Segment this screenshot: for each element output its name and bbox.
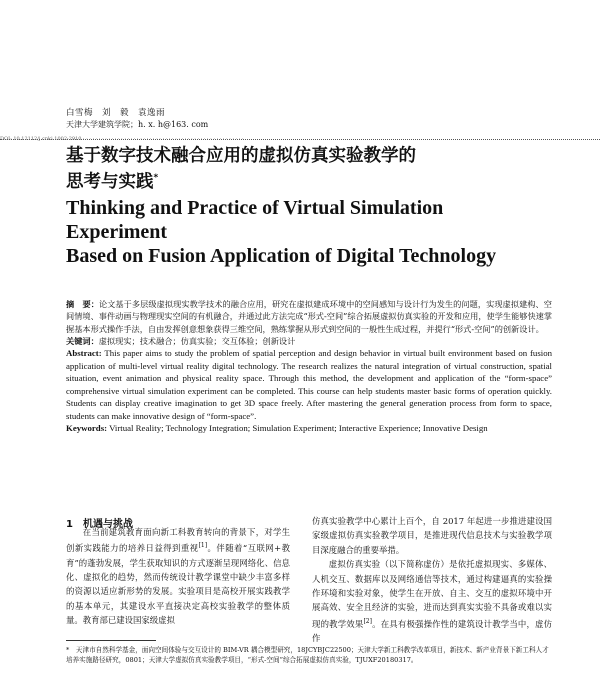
english-keywords — [66, 422, 552, 435]
english-keywords-label: Keywords: — [66, 423, 108, 434]
right-column-paragraph-2 — [312, 557, 552, 645]
chinese-title-line-2 — [66, 167, 526, 193]
chinese-abstract-text: 论文基于多层级虚拟现实教学技术的融合应用，研究在虚拟建成环境中的空间感知与设计行为发生的问题，实现虚拟建构、空间情境、事件动画与物理现实空间的有机融合，并通过此方法完成“形式-空间”综合拓展虚拟仿真实验的开发和应用，使学生能够快速掌握基本形式操作手法，自由发挥创意想象获得三维空间，熟练掌握从形式到空间的一般性生成过程，并提行“形式-空间”的创新设计。 — [66, 299, 553, 334]
citation-ref: [1] — [198, 542, 208, 550]
english-abstract-label: Abstract: — [66, 348, 102, 359]
left-column-paragraph — [66, 525, 290, 628]
english-title-line-2: Based on Fusion Application of Digital Technology — [66, 245, 497, 267]
section-heading: 1 机遇与挑战 — [66, 519, 133, 530]
footnote-divider — [66, 640, 156, 641]
doi-line: DOI: 10.12112/j.cnki.1002-2910 · · · · · · · · · · · · · · · · · · · · · · · · · · · · · · · · · · · · · · · · · · · · · · · · · · · — [0, 136, 244, 142]
affiliation: 天津大学建筑学院；h. x. h@163. com — [66, 120, 209, 129]
left-column — [66, 525, 290, 628]
chinese-keywords-label: 关键词： — [66, 335, 99, 346]
chinese-title-line-1: 基于数字技术融合应用的虚拟仿真实验教学的 — [66, 146, 416, 166]
right-column-paragraph-1: 仿真实验教学中心累计上百个，自 2017 年起进一步推进建设国家级虚拟仿真实验教学项目，是推进现代信息技术与实验教学项目深度融合的重要举措。 — [312, 516, 552, 555]
english-title-line-1: Thinking and Practice of Virtual Simulation Experiment — [66, 197, 444, 243]
left-text-1: 在当前建筑教育面向新工科教育转向的背景下，对学生创新实践能力的培养日益得到重视 — [66, 527, 290, 554]
right-text-2: 虚拟仿真实验（以下简称虚仿）是依托虚拟现实、多媒体、人机交互、数据库以及网络通信等技术，通过构建逼真的实验操作环境和实验对象，使学生在开放、自主、交互的虚拟环境中开展高效、安全且经济的实验，进而达到真实实验不具备或难以实现的教学效果 — [312, 559, 552, 629]
right-column — [312, 514, 552, 645]
chinese-title-line-2-text: 思考与实践 — [66, 171, 154, 192]
chinese-keywords — [66, 335, 552, 347]
left-text-2: 。伴随着“互联网+教育”的蓬勃发展，学生获取知识的方式逐渐呈现网络化、信息化、虚拟化的趋势，然而传统设计教学课堂中缺少丰富多样的资源以适应新形势的发展。实验项目是高校开展实践教学的基本单元，其建设水平直接决定高校实验教学的整体质量。教育部已建设国家级虚拟 — [66, 543, 290, 626]
english-keywords-text: Virtual Reality; Technology Integration; Simulation Experiment; Interactive Experience; Innovative Design — [109, 423, 488, 434]
chinese-keywords-text: 虚拟现实；技术融合；仿真实验；交互体验；创新设计 — [98, 335, 296, 346]
chinese-abstract-label: 摘 要： — [66, 299, 99, 309]
chinese-title — [66, 145, 526, 193]
english-abstract-text: This paper aims to study the problem of spatial perception and design behavior in virtual built environment based on fusion application of multi-level virtual reality digital technology. The research realizes the natural integration of virtual construction, spatial situation, event animation and physical reality space. Through this method, the development and application of the “form-space” comprehensive virtual simulation experiment can be completed. This course can help students master basic forms of operation quickly. Students can display creative imagination to get 3D space freely. After mastering the general generation process from form to space, students can make innovative design of “form-space”. — [66, 348, 552, 421]
abstract-block — [66, 298, 552, 435]
funding-mark: * — [153, 173, 159, 183]
author-list: 白雪梅 刘 毅 袁逸雨 — [66, 108, 166, 118]
english-title — [66, 196, 546, 268]
english-abstract — [66, 347, 552, 422]
right-text-3: 。在具有极强操作性的建筑设计教学当中，虚仿作 — [312, 618, 553, 644]
footnote: * 天津市自然科学基金，面向空间体验与交互设计的 BIM-VR 耦合模型研究，18JCYBJC22500；天津大学新工科教学改革项目，新技术、新产业背景下新工科人才培养实施路径研究，0801；天津大学虚拟仿真实验教学项目，“形式-空间”综合拓展虚拟仿真实验，TJUXF20180317。 — [66, 646, 549, 664]
chinese-abstract — [66, 298, 552, 335]
citation-ref: [2] — [363, 617, 372, 625]
